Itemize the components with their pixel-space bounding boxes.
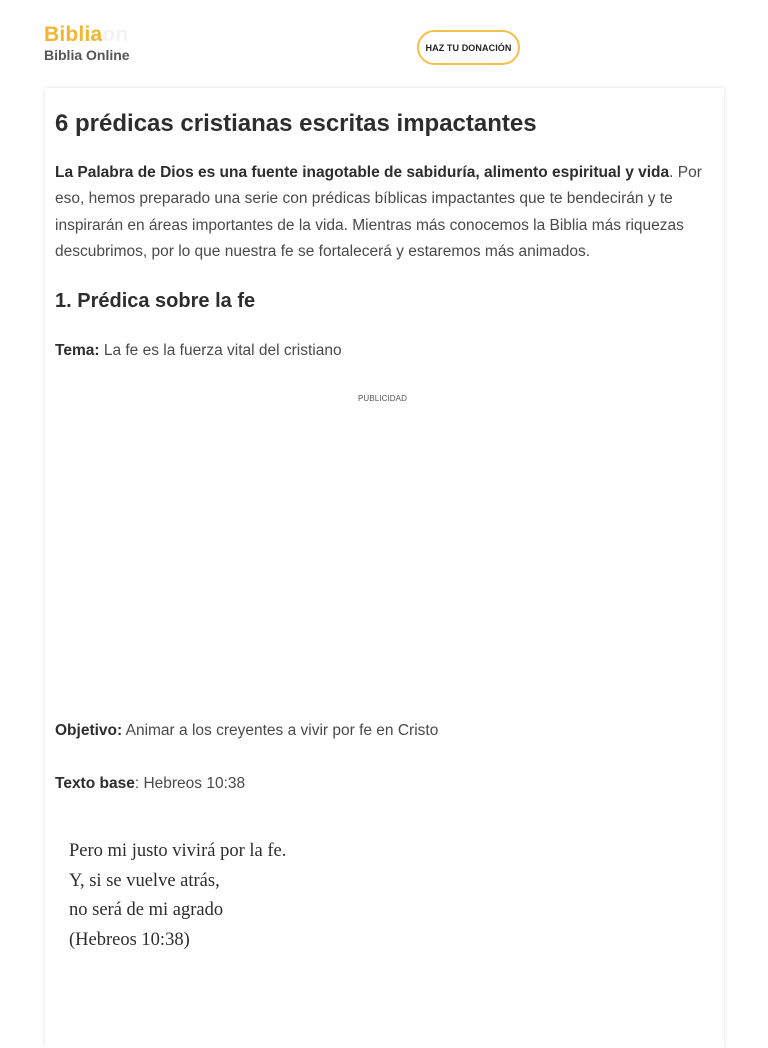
tema-label: Tema: — [55, 342, 100, 359]
bible-verse-quote — [69, 837, 286, 955]
article-title: 6 prédicas cristianas escritas impactantes — [55, 110, 537, 137]
ad-label: PUBLICIDAD — [357, 394, 407, 403]
donate-button[interactable]: HAZ TU DONACIÓN — [417, 30, 520, 65]
article-intro — [55, 160, 710, 265]
section-heading-fe: 1. Prédica sobre la fe — [55, 290, 256, 312]
article-card — [45, 88, 724, 1048]
tema-line — [55, 340, 342, 362]
objetivo-line — [55, 720, 438, 742]
verse-line: no será de mi agrado — [69, 900, 224, 920]
texto-base-label: Texto base — [55, 775, 135, 792]
tema-value: La fe es la fuerza vital del cristiano — [99, 342, 342, 359]
logo-subtitle: Biblia Online — [44, 47, 130, 63]
ad-slot — [55, 410, 710, 710]
intro-bold-text: La Palabra de Dios es una fuente inagotable de sabiduría, alimento espiritual y vida — [55, 164, 670, 181]
logo-main-text: Biblia — [44, 23, 103, 46]
texto-base-line — [55, 773, 245, 795]
objetivo-value: Animar a los creyentes a vivir por fe en Cristo — [122, 722, 439, 739]
logo-faded-text: on — [102, 23, 129, 46]
verse-line: Pero mi justo vivirá por la fe. — [69, 841, 287, 861]
site-logo[interactable] — [44, 23, 130, 63]
objetivo-label: Objetivo: — [55, 722, 123, 739]
intro-text: . Por eso, hemos preparado una serie con prédicas bíblicas impactantes que te bendecirán y te inspirarán en áreas importantes de la vida. Mientras más conocemos la Biblia más riquezas descubrimos, por lo que nuestra fe se fortalecerá y estaremos más animados. — [55, 164, 702, 260]
site-header — [0, 0, 768, 86]
logo-wordmark — [44, 23, 130, 47]
texto-base-value: : Hebreos 10:38 — [134, 775, 246, 792]
verse-line: Y, si se vuelve atrás, — [69, 870, 220, 891]
verse-reference: (Hebreos 10:38) — [69, 929, 190, 950]
